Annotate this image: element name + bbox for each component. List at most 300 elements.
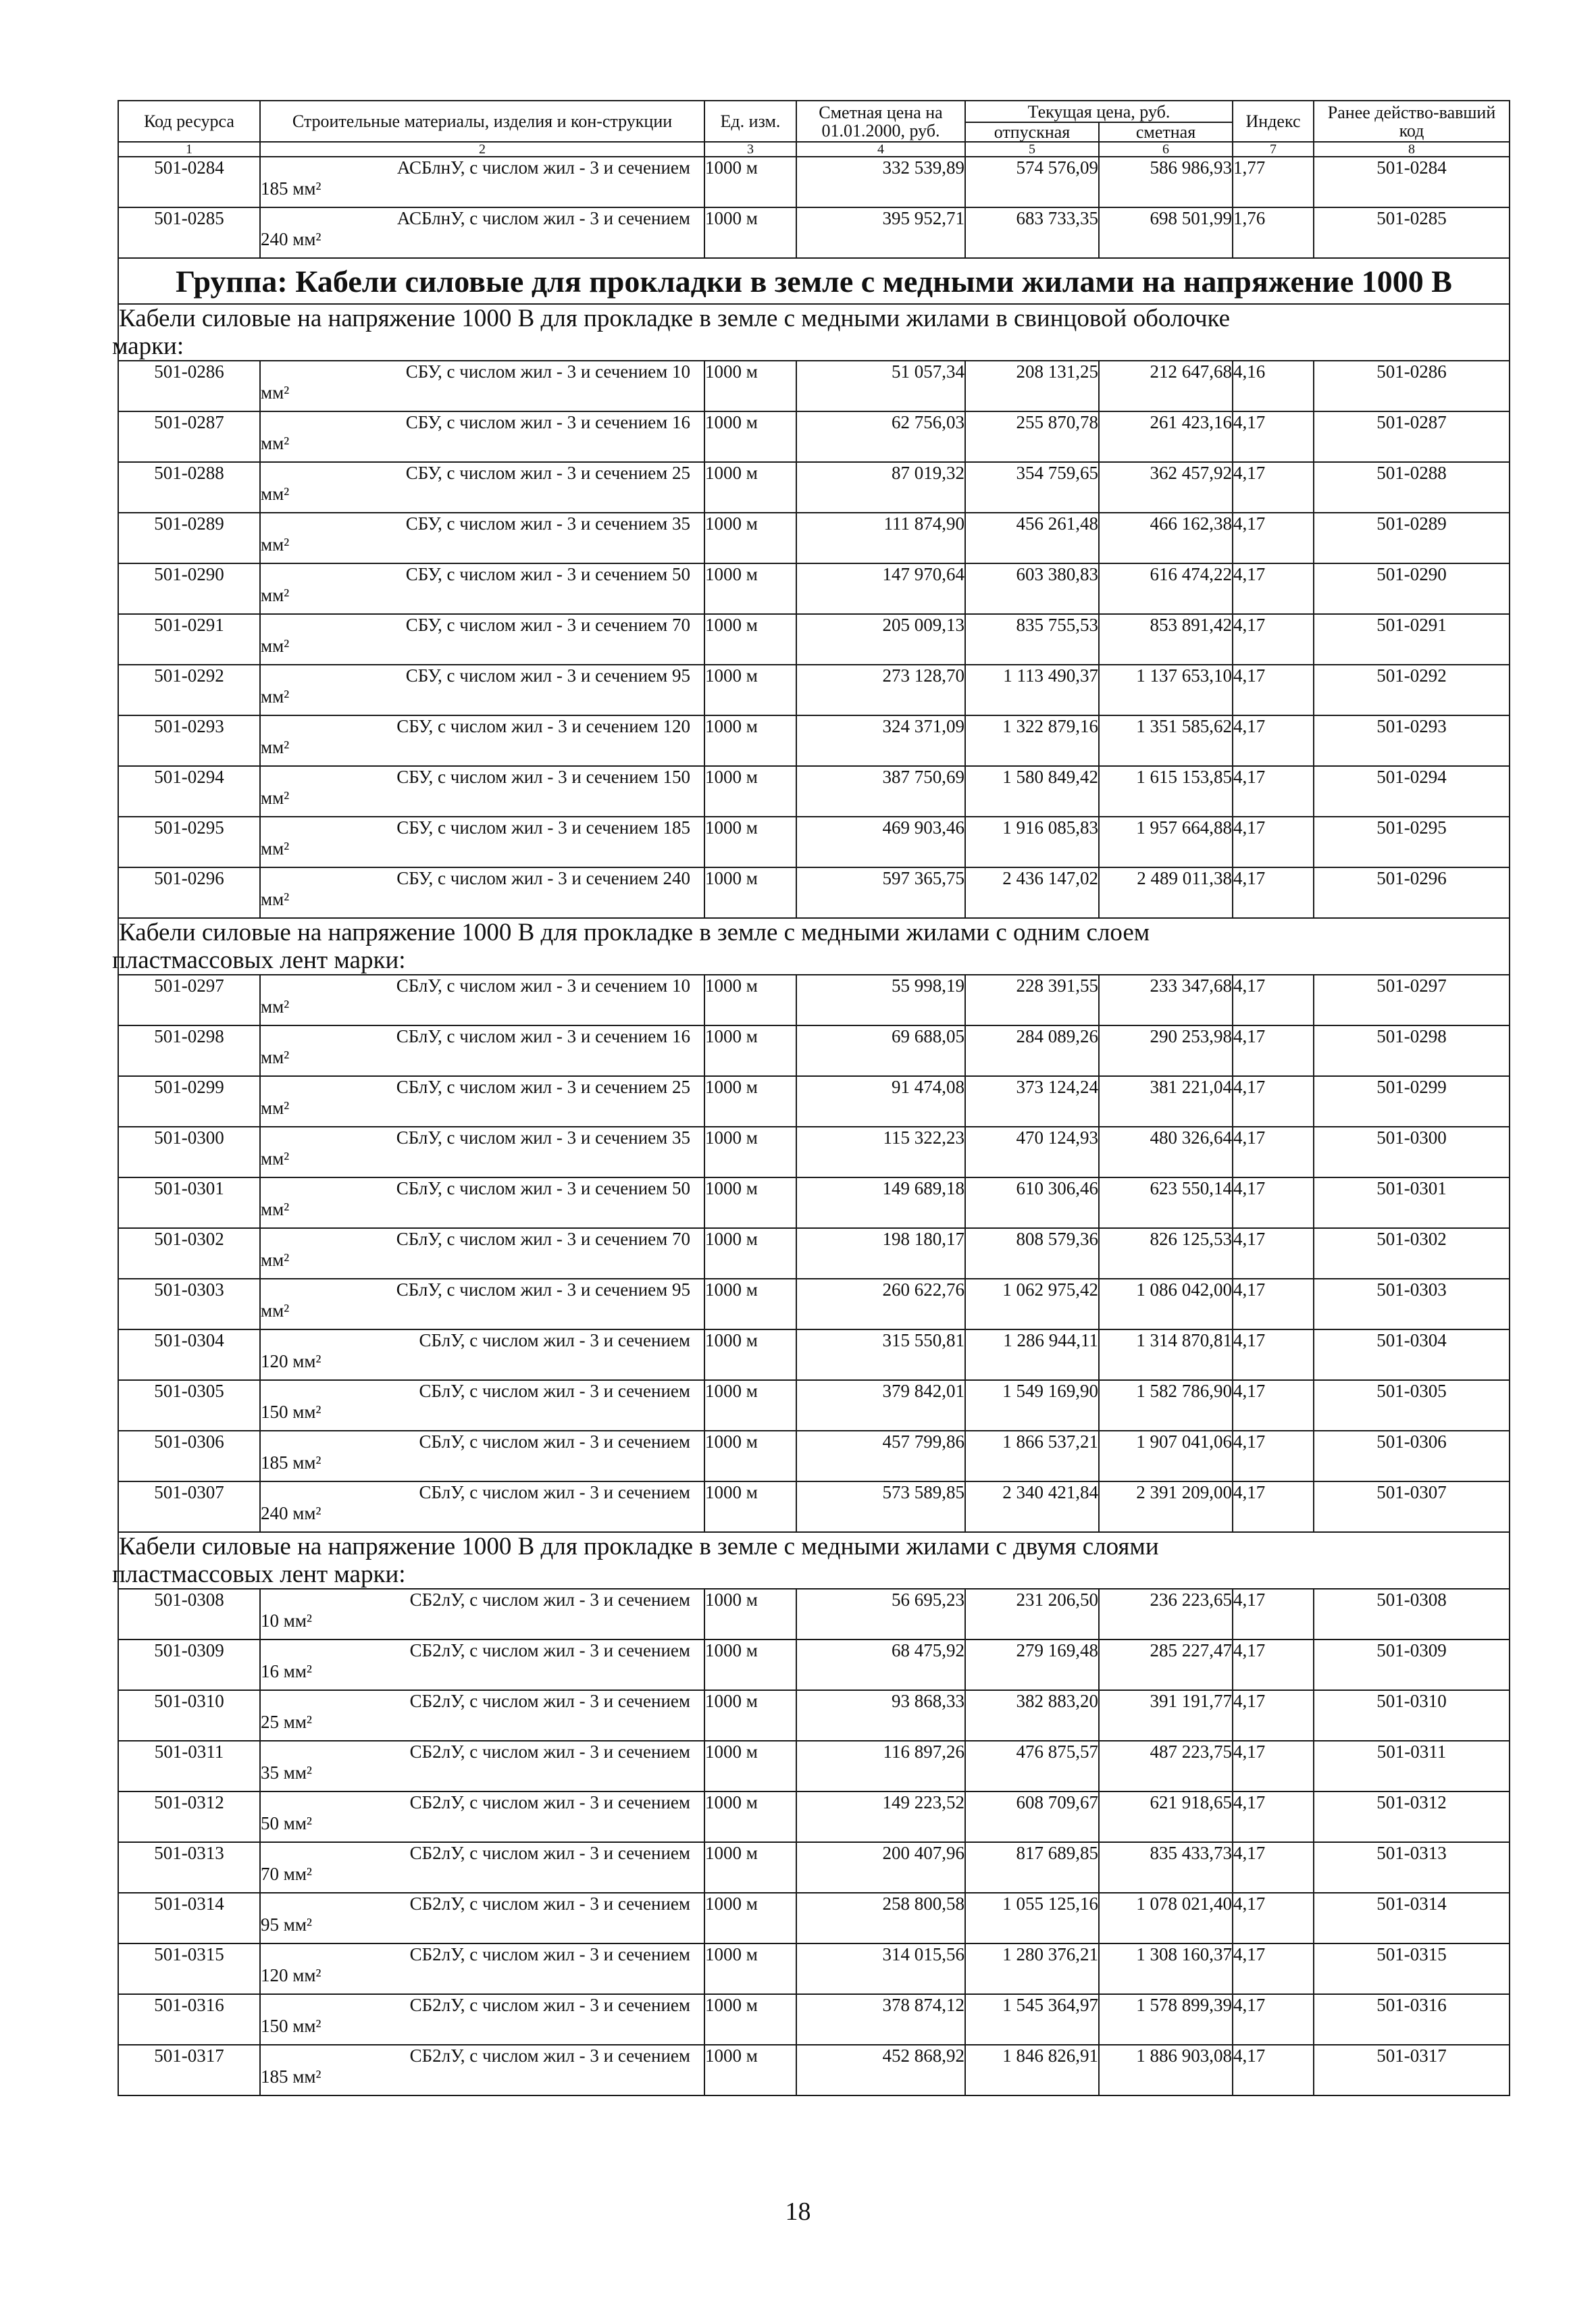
base-price-cell: 93 868,33 [796,1690,965,1741]
table-row [118,1279,1510,1329]
estimate-price-cell: 623 550,14 [1099,1177,1233,1228]
resource-code-cell: 501-0299 [118,1076,260,1127]
release-price-cell: 603 380,83 [965,563,1099,614]
material-name-line: СБ2лУ, с числом жил - 3 и сечением [409,1995,690,2015]
base-price-cell: 68 475,92 [796,1640,965,1690]
table-row [118,1994,1510,2045]
base-price-cell: 387 750,69 [796,766,965,817]
unit-cell: 1000 м [704,207,796,258]
base-price-cell: 314 015,56 [796,1943,965,1994]
release-price-cell: 1 322 879,16 [965,715,1099,766]
release-price-cell: 1 916 085,83 [965,817,1099,867]
material-name-line: 16 мм² [261,1661,313,1681]
release-price-cell: 1 866 537,21 [965,1431,1099,1481]
unit-cell: 1000 м [704,462,796,513]
base-price-cell: 452 868,92 [796,2045,965,2095]
estimate-price-cell: 1 308 160,37 [1099,1943,1233,1994]
resource-code-cell: 501-0317 [118,2045,260,2095]
base-price-cell: 273 128,70 [796,665,965,715]
resource-code-cell: 501-0290 [118,563,260,614]
material-name-cell [260,1025,704,1076]
material-name-cell [260,1893,704,1943]
base-price-cell: 324 371,09 [796,715,965,766]
unit-cell: 1000 м [704,2045,796,2095]
estimate-price-cell: 285 227,47 [1099,1640,1233,1690]
resource-code-cell: 501-0304 [118,1329,260,1380]
index-cell: 1,77 [1233,157,1314,207]
unit-cell: 1000 м [704,1025,796,1076]
subheading-line: марки: [112,332,184,360]
previous-code-cell: 501-0313 [1314,1842,1510,1893]
material-name-line: 240 мм² [261,229,321,249]
material-name-line: мм² [261,433,290,453]
unit-cell: 1000 м [704,1994,796,2045]
material-name-line: СБ2лУ, с числом жил - 3 и сечением [409,1893,690,1914]
resource-code-cell: 501-0288 [118,462,260,513]
column-number: 4 [796,142,965,157]
base-price-cell: 198 180,17 [796,1228,965,1279]
unit-cell: 1000 м [704,1791,796,1842]
index-cell: 1,76 [1233,207,1314,258]
material-name-line: 185 мм² [261,1452,321,1473]
unit-cell: 1000 м [704,1076,796,1127]
index-cell: 4,17 [1233,411,1314,462]
base-price-cell: 315 550,81 [796,1329,965,1380]
material-name-line: 25 мм² [261,1712,313,1732]
table-row [118,1640,1510,1690]
base-price-cell: 379 842,01 [796,1380,965,1431]
header-index: Индекс [1233,101,1314,142]
index-cell: 4,17 [1233,766,1314,817]
resource-code-cell: 501-0291 [118,614,260,665]
header-unit: Ед. изм. [704,101,796,142]
index-cell: 4,17 [1233,513,1314,563]
release-price-cell: 208 131,25 [965,361,1099,411]
base-price-cell: 200 407,96 [796,1842,965,1893]
material-name-line: СБлУ, с числом жил - 3 и сечением [419,1330,690,1350]
resource-code-cell: 501-0287 [118,411,260,462]
unit-cell: 1000 м [704,1943,796,1994]
material-name-line: 95 мм² [261,1914,313,1935]
index-cell: 4,17 [1233,1741,1314,1791]
material-name-line: СБлУ, с числом жил - 3 и сечением 50 [396,1178,690,1198]
release-price-cell: 354 759,65 [965,462,1099,513]
material-name-cell [260,975,704,1025]
material-name-line: мм² [261,534,290,555]
material-name-cell [260,361,704,411]
previous-code-cell: 501-0285 [1314,207,1510,258]
material-name-line: СБ2лУ, с числом жил - 3 и сечением [409,1691,690,1711]
table-row [118,1380,1510,1431]
unit-cell: 1000 м [704,1228,796,1279]
material-name-line: мм² [261,1148,290,1169]
table-row [118,361,1510,411]
unit-cell: 1000 м [704,1842,796,1893]
resource-code-cell: 501-0294 [118,766,260,817]
estimate-price-cell: 2 489 011,38 [1099,867,1233,918]
unit-cell: 1000 м [704,1279,796,1329]
unit-cell: 1000 м [704,513,796,563]
unit-cell: 1000 м [704,975,796,1025]
estimate-price-cell: 586 986,93 [1099,157,1233,207]
previous-code-cell: 501-0298 [1314,1025,1510,1076]
column-number: 6 [1099,142,1233,157]
column-number-row [118,142,1510,157]
base-price-cell: 205 009,13 [796,614,965,665]
release-price-cell: 1 549 169,90 [965,1380,1099,1431]
resource-code-cell: 501-0308 [118,1589,260,1640]
base-price-cell: 457 799,86 [796,1431,965,1481]
index-cell: 4,17 [1233,1481,1314,1532]
base-price-cell: 116 897,26 [796,1741,965,1791]
estimate-price-cell: 621 918,65 [1099,1791,1233,1842]
column-number: 2 [260,142,704,157]
material-name-cell [260,1076,704,1127]
resource-code-cell: 501-0314 [118,1893,260,1943]
material-name-cell [260,2045,704,2095]
resource-code-cell: 501-0289 [118,513,260,563]
previous-code-cell: 501-0305 [1314,1380,1510,1431]
material-name-line: 10 мм² [261,1610,313,1631]
base-price-cell: 597 365,75 [796,867,965,918]
release-price-cell: 2 340 421,84 [965,1481,1099,1532]
index-cell: 4,17 [1233,563,1314,614]
previous-code-cell: 501-0289 [1314,513,1510,563]
estimate-price-cell: 1 886 903,08 [1099,2045,1233,2095]
unit-cell: 1000 м [704,1741,796,1791]
index-cell: 4,17 [1233,1329,1314,1380]
release-price-cell: 1 545 364,97 [965,1994,1099,2045]
subheading [112,1532,1510,1589]
material-name-line: 35 мм² [261,1762,313,1783]
material-name-line: мм² [261,585,290,605]
unit-cell: 1000 м [704,1893,796,1943]
estimate-price-cell: 1 351 585,62 [1099,715,1233,766]
material-name-cell [260,411,704,462]
base-price-cell: 395 952,71 [796,207,965,258]
unit-cell: 1000 м [704,715,796,766]
material-name-line: мм² [261,636,290,656]
material-name-line: 50 мм² [261,1813,313,1833]
table-row [118,975,1510,1025]
subheading-row [118,1532,1510,1589]
material-name-cell [260,157,704,207]
release-price-cell: 808 579,36 [965,1228,1099,1279]
material-name-line: 150 мм² [261,2016,321,2036]
material-name-cell [260,1127,704,1177]
release-price-cell: 476 875,57 [965,1741,1099,1791]
table-row [118,1127,1510,1177]
estimate-price-cell: 835 433,73 [1099,1842,1233,1893]
subheading-line: Кабели силовые на напряжение 1000 В для прокладке в земле с медными жилами с одним слоем [119,919,1150,946]
previous-code-cell: 501-0316 [1314,1994,1510,2045]
material-name-cell [260,1380,704,1431]
estimate-price-cell: 236 223,65 [1099,1589,1233,1640]
index-cell: 4,17 [1233,1076,1314,1127]
material-name-cell [260,1177,704,1228]
material-name-line: СБУ, с числом жил - 3 и сечением 70 [405,615,690,635]
column-number: 8 [1314,142,1510,157]
material-name-line: СБлУ, с числом жил - 3 и сечением 70 [396,1229,690,1249]
index-cell: 4,17 [1233,665,1314,715]
table-row [118,563,1510,614]
table-row [118,1741,1510,1791]
resource-code-cell: 501-0310 [118,1690,260,1741]
material-name-line: мм² [261,889,290,909]
previous-code-cell: 501-0297 [1314,975,1510,1025]
previous-code-cell: 501-0295 [1314,817,1510,867]
material-name-line: СБ2лУ, с числом жил - 3 и сечением [409,1640,690,1660]
index-cell: 4,17 [1233,1380,1314,1431]
material-name-line: СБ2лУ, с числом жил - 3 и сечением [409,1944,690,1964]
material-name-line: СБ2лУ, с числом жил - 3 и сечением [409,1590,690,1610]
index-cell: 4,17 [1233,1893,1314,1943]
table-row [118,614,1510,665]
unit-cell: 1000 м [704,867,796,918]
index-cell: 4,17 [1233,614,1314,665]
table-row [118,1431,1510,1481]
page-number: 18 [785,2197,811,2226]
release-price-cell: 1 055 125,16 [965,1893,1099,1943]
table-row [118,1690,1510,1741]
header-estimate-price: сметная [1099,122,1233,142]
material-name-line: СБлУ, с числом жил - 3 и сечением 16 [396,1026,690,1046]
unit-cell: 1000 м [704,361,796,411]
material-name-cell [260,1640,704,1690]
estimate-price-cell: 2 391 209,00 [1099,1481,1233,1532]
release-price-cell: 1 580 849,42 [965,766,1099,817]
release-price-cell: 2 436 147,02 [965,867,1099,918]
release-price-cell: 470 124,93 [965,1127,1099,1177]
resource-code-cell: 501-0315 [118,1943,260,1994]
header-current-price: Текущая цена, руб. [965,101,1233,122]
material-name-line: СБлУ, с числом жил - 3 и сечением 10 [396,975,690,996]
previous-code-cell: 501-0296 [1314,867,1510,918]
material-name-line: мм² [261,1047,290,1067]
estimate-price-cell: 853 891,42 [1099,614,1233,665]
previous-code-cell: 501-0288 [1314,462,1510,513]
material-name-cell [260,462,704,513]
release-price-cell: 835 755,53 [965,614,1099,665]
material-name-line: мм² [261,382,290,403]
material-name-line: СБлУ, с числом жил - 3 и сечением [419,1381,690,1401]
subheading [112,918,1510,975]
resource-code-cell: 501-0303 [118,1279,260,1329]
subheading-line: пластмассовых лент марки: [112,1560,406,1588]
release-price-cell: 228 391,55 [965,975,1099,1025]
base-price-cell: 260 622,76 [796,1279,965,1329]
material-name-line: СБлУ, с числом жил - 3 и сечением [419,1482,690,1502]
material-name-line: мм² [261,1098,290,1118]
release-price-cell: 456 261,48 [965,513,1099,563]
table-row [118,207,1510,258]
table-row [118,1842,1510,1893]
resource-code-cell: 501-0298 [118,1025,260,1076]
material-name-line: мм² [261,838,290,859]
index-cell: 4,17 [1233,1791,1314,1842]
unit-cell: 1000 м [704,1177,796,1228]
base-price-cell: 55 998,19 [796,975,965,1025]
material-name-line: АСБлнУ, с числом жил - 3 и сечением [396,157,690,178]
release-price-cell: 279 169,48 [965,1640,1099,1690]
index-cell: 4,17 [1233,1127,1314,1177]
material-name-line: СБ2лУ, с числом жил - 3 и сечением [409,1742,690,1762]
previous-code-cell: 501-0302 [1314,1228,1510,1279]
release-price-cell: 608 709,67 [965,1791,1099,1842]
estimate-price-cell: 480 326,64 [1099,1127,1233,1177]
material-name-line: СБУ, с числом жил - 3 и сечением 185 [396,817,690,838]
estimate-price-cell: 391 191,77 [1099,1690,1233,1741]
material-name-line: СБУ, с числом жил - 3 и сечением 25 [405,463,690,483]
previous-code-cell: 501-0287 [1314,411,1510,462]
previous-code-cell: 501-0310 [1314,1690,1510,1741]
previous-code-cell: 501-0300 [1314,1127,1510,1177]
material-name-line: мм² [261,1199,290,1219]
release-price-cell: 255 870,78 [965,411,1099,462]
base-price-cell: 469 903,46 [796,817,965,867]
estimate-price-cell: 1 957 664,88 [1099,817,1233,867]
unit-cell: 1000 м [704,411,796,462]
estimate-price-cell: 616 474,22 [1099,563,1233,614]
resource-code-cell: 501-0285 [118,207,260,258]
resource-code-cell: 501-0309 [118,1640,260,1690]
column-number: 3 [704,142,796,157]
material-name-cell [260,1943,704,1994]
resource-code-cell: 501-0292 [118,665,260,715]
base-price-cell: 56 695,23 [796,1589,965,1640]
table-row [118,2045,1510,2095]
resource-code-cell: 501-0293 [118,715,260,766]
resource-code-cell: 501-0286 [118,361,260,411]
unit-cell: 1000 м [704,563,796,614]
release-price-cell: 817 689,85 [965,1842,1099,1893]
release-price-cell: 1 280 376,21 [965,1943,1099,1994]
resource-code-cell: 501-0296 [118,867,260,918]
table-row [118,766,1510,817]
unit-cell: 1000 м [704,1329,796,1380]
estimate-price-cell: 1 137 653,10 [1099,665,1233,715]
index-cell: 4,17 [1233,1640,1314,1690]
previous-code-cell: 501-0312 [1314,1791,1510,1842]
material-name-cell [260,513,704,563]
material-name-line: СБлУ, с числом жил - 3 и сечением 25 [396,1077,690,1097]
material-name-cell [260,665,704,715]
material-name-line: СБУ, с числом жил - 3 и сечением 35 [405,513,690,534]
release-price-cell: 284 089,26 [965,1025,1099,1076]
base-price-cell: 62 756,03 [796,411,965,462]
table-row [118,1943,1510,1994]
group-heading: Группа: Кабели силовые для прокладки в земле с медными жилами на напряжение 1000 В [118,258,1510,304]
material-name-cell [260,1741,704,1791]
previous-code-cell: 501-0293 [1314,715,1510,766]
subheading-line: Кабели силовые на напряжение 1000 В для прокладке в земле с медными жилами в свинцовой оболочке [119,305,1231,332]
previous-code-cell: 501-0314 [1314,1893,1510,1943]
material-name-cell [260,207,704,258]
group-heading-row [118,258,1510,304]
estimate-price-cell: 466 162,38 [1099,513,1233,563]
material-name-line: 240 мм² [261,1503,321,1523]
table-row [118,411,1510,462]
base-price-cell: 378 874,12 [796,1994,965,2045]
index-cell: 4,17 [1233,817,1314,867]
previous-code-cell: 501-0284 [1314,157,1510,207]
resource-code-cell: 501-0316 [118,1994,260,2045]
index-cell: 4,17 [1233,867,1314,918]
previous-code-cell: 501-0308 [1314,1589,1510,1640]
material-name-line: 185 мм² [261,2066,321,2087]
material-name-cell [260,1279,704,1329]
header-base-price: Сметная цена на 01.01.2000, руб. [796,101,965,142]
release-price-cell: 1 113 490,37 [965,665,1099,715]
estimate-price-cell: 261 423,16 [1099,411,1233,462]
material-name-cell [260,867,704,918]
table-row [118,157,1510,207]
table-row [118,1589,1510,1640]
release-price-cell: 373 124,24 [965,1076,1099,1127]
material-name-line: мм² [261,1250,290,1270]
index-cell: 4,17 [1233,1279,1314,1329]
base-price-cell: 573 589,85 [796,1481,965,1532]
table-header [118,101,1510,157]
material-name-cell [260,1791,704,1842]
previous-code-cell: 501-0315 [1314,1943,1510,1994]
release-price-cell: 1 846 826,91 [965,2045,1099,2095]
resource-code-cell: 501-0313 [118,1842,260,1893]
material-name-line: СБУ, с числом жил - 3 и сечением 10 [405,361,690,382]
estimate-price-cell: 1 314 870,81 [1099,1329,1233,1380]
material-name-line: СБлУ, с числом жил - 3 и сечением 35 [396,1127,690,1148]
material-name-cell [260,1228,704,1279]
material-name-line: СБУ, с числом жил - 3 и сечением 150 [396,767,690,787]
index-cell: 4,17 [1233,462,1314,513]
estimate-price-cell: 1 907 041,06 [1099,1431,1233,1481]
table-row [118,1228,1510,1279]
material-name-line: СБ2лУ, с числом жил - 3 и сечением [409,2045,690,2066]
unit-cell: 1000 м [704,614,796,665]
resource-code-cell: 501-0305 [118,1380,260,1431]
unit-cell: 1000 м [704,1431,796,1481]
resource-code-cell: 501-0300 [118,1127,260,1177]
material-name-line: 185 мм² [261,178,321,199]
estimate-price-cell: 1 086 042,00 [1099,1279,1233,1329]
material-name-cell [260,614,704,665]
base-price-cell: 149 689,18 [796,1177,965,1228]
unit-cell: 1000 м [704,766,796,817]
material-name-cell [260,817,704,867]
material-name-cell [260,563,704,614]
base-price-cell: 111 874,90 [796,513,965,563]
index-cell: 4,17 [1233,715,1314,766]
material-name-line: мм² [261,737,290,757]
material-name-cell [260,1431,704,1481]
estimate-price-cell: 212 647,68 [1099,361,1233,411]
price-table [112,100,1510,2096]
table-row [118,817,1510,867]
base-price-cell: 332 539,89 [796,157,965,207]
release-price-cell: 610 306,46 [965,1177,1099,1228]
index-cell: 4,16 [1233,361,1314,411]
index-cell: 4,17 [1233,2045,1314,2095]
base-price-cell: 91 474,08 [796,1076,965,1127]
table-row [118,1329,1510,1380]
column-number: 1 [118,142,260,157]
resource-code-cell: 501-0301 [118,1177,260,1228]
resource-code-cell: 501-0306 [118,1431,260,1481]
previous-code-cell: 501-0309 [1314,1640,1510,1690]
release-price-cell: 683 733,35 [965,207,1099,258]
estimate-price-cell: 1 615 153,85 [1099,766,1233,817]
resource-code-cell: 501-0307 [118,1481,260,1532]
